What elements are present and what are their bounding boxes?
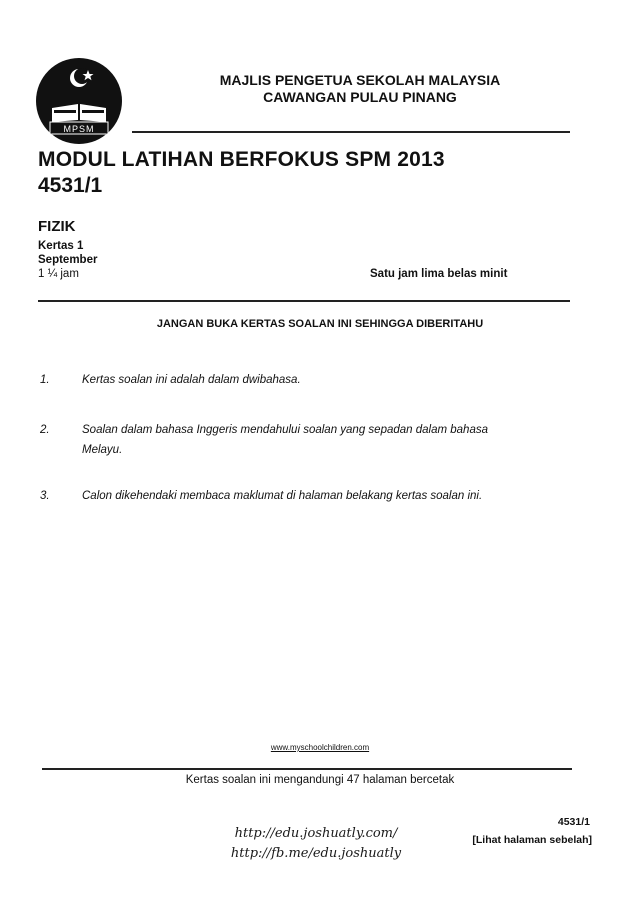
- header-rule: [132, 131, 570, 133]
- instruction-line: Melayu.: [82, 444, 123, 456]
- instruction-line: Calon dikehendaki membaca maklumat di halaman belakang kertas soalan ini.: [82, 490, 483, 502]
- duration: 1 ¼ jam: [38, 268, 79, 280]
- council-line-1: MAJLIS PENGETUA SEKOLAH MALAYSIA: [219, 72, 501, 88]
- warning-text: JANGAN BUKA KERTAS SOALAN INI SEHINGGA DIBERITAHU: [156, 318, 484, 330]
- council-line-2: CAWANGAN PULAU PINANG: [263, 89, 457, 105]
- subject-rule: [38, 300, 570, 302]
- duration-words: Satu jam lima belas minit: [370, 268, 508, 280]
- instruction-line: Soalan dalam bahasa Inggeris mendahului soalan yang sepadan dalam bahasa: [82, 424, 488, 436]
- instruction-item: [82, 420, 552, 460]
- instruction-number: 1.: [40, 374, 50, 386]
- url-link-2[interactable]: http://fb.me/edu.joshuatly: [230, 846, 402, 861]
- exam-month: September: [38, 254, 98, 266]
- mpsm-logo: [36, 58, 122, 144]
- instruction-number: 3.: [40, 490, 50, 502]
- paper-number: Kertas 1: [38, 240, 84, 252]
- next-page-note: [Lihat halaman sebelah]: [472, 834, 592, 846]
- instruction-line: Kertas soalan ini adalah dalam dwibahasa.: [82, 374, 301, 386]
- page-count-note: Kertas soalan ini mengandungi 47 halaman bercetak: [185, 774, 455, 786]
- subject-name: FIZIK: [38, 218, 76, 235]
- instruction-item: [82, 486, 552, 506]
- footer-code: 4531/1: [557, 816, 590, 828]
- url-link-1[interactable]: http://edu.joshuatly.com/: [234, 826, 398, 841]
- instruction-item: [82, 370, 552, 390]
- module-title: MODUL LATIHAN BERFOKUS SPM 2013: [38, 148, 445, 171]
- logo-label: MPSM: [63, 124, 95, 134]
- website-link[interactable]: www.myschoolchildren.com: [270, 743, 370, 752]
- footer-rule: [42, 768, 572, 770]
- instruction-number: 2.: [40, 424, 50, 436]
- module-code: 4531/1: [38, 174, 103, 197]
- council-name: [132, 72, 588, 106]
